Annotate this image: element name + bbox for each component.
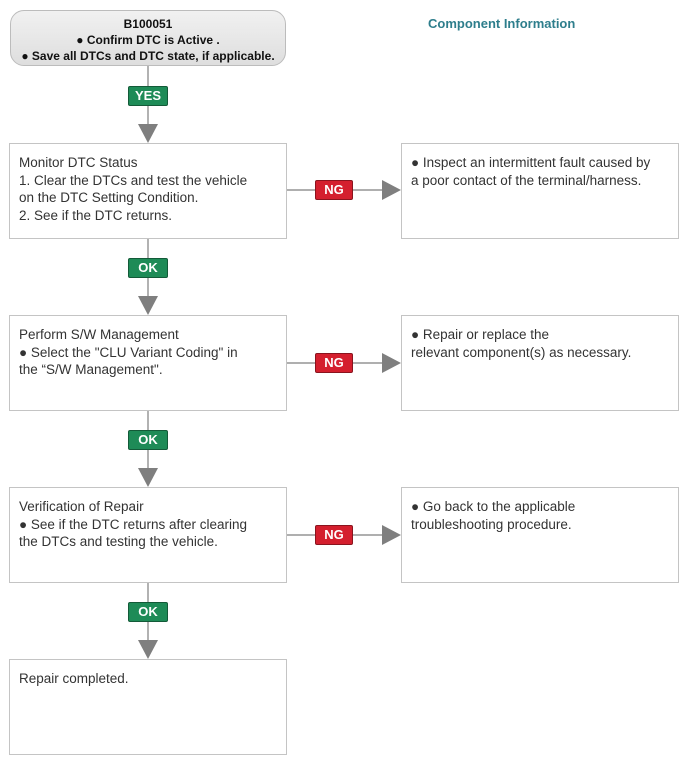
arrow-right-icon [382,353,401,373]
start-box [10,10,286,66]
step-body: ● Select the "CLU Variant Coding" in the “S/W Management". [19,344,238,377]
step-box-verification-of-repair [9,487,287,583]
step-body: 1. Clear the DTCs and test the vehicle on the DTC Setting Condition. 2. See if the DTC returns. [19,172,248,223]
start-instruction-confirm: ● Confirm DTC is Active . [76,33,220,47]
result-text: ● Go back to the applicable troubleshooting procedure. [411,499,576,532]
ok-badge-step3: OK [128,602,168,622]
arrow-down-icon [138,296,158,315]
step-box-sw-management [9,315,287,411]
arrow-down-icon [138,640,158,659]
ok-badge-step1: OK [128,258,168,278]
yes-badge: YES [128,86,168,106]
step-body: ● See if the DTC returns after clearing the DTCs and testing the vehicle. [19,516,247,549]
ng-badge-step1: NG [315,180,353,200]
step-title: Monitor DTC Status [19,155,138,170]
ng-badge-step3: NG [315,525,353,545]
result-box-intermittent-fault [401,143,679,239]
step-box-repair-completed [9,659,287,755]
arrow-right-icon [382,180,401,200]
ok-badge-step2: OK [128,430,168,450]
step-title: Repair completed. [19,671,129,686]
dtc-code: B100051 [123,17,173,31]
step-title: Verification of Repair [19,499,144,514]
result-box-go-back [401,487,679,583]
arrow-right-icon [382,525,401,545]
step-box-monitor-dtc-status [9,143,287,239]
component-information-link[interactable]: Component Information [428,16,576,31]
start-instruction-save: ● Save all DTCs and DTC state, if applicable. [21,49,275,63]
result-text: ● Inspect an intermittent fault caused by a poor contact of the terminal/harness. [411,155,651,188]
step-title: Perform S/W Management [19,327,179,342]
result-box-repair-replace [401,315,679,411]
ng-badge-step2: NG [315,353,353,373]
arrow-down-icon [138,124,158,143]
arrow-down-icon [138,468,158,487]
result-text: ● Repair or replace the relevant component(s) as necessary. [411,327,632,360]
